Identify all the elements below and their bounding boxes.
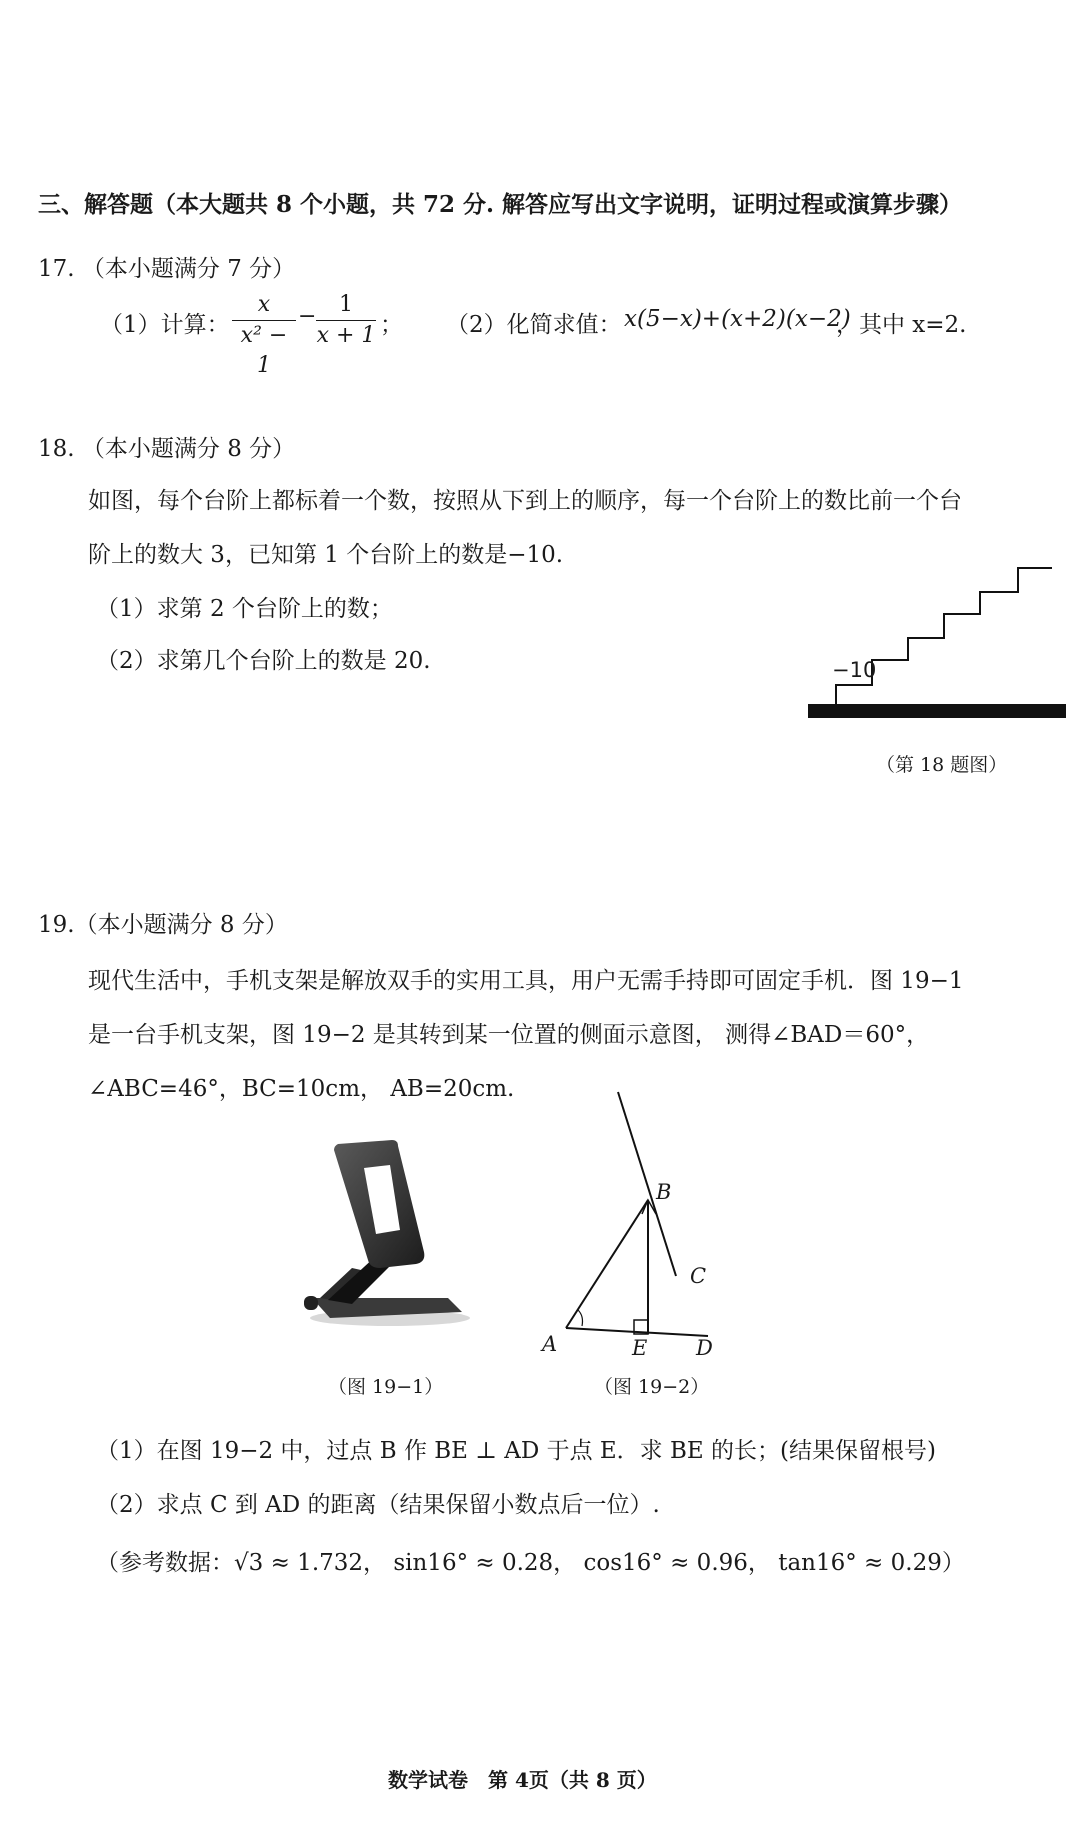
fraction-1-numerator: x [257, 292, 271, 317]
fig19-2-caption: （图 19−2） [594, 1376, 710, 1398]
page-footer: 数学试卷 第 4页（共 8 页） [388, 1768, 657, 1792]
q19-header: 19.（本小题满分 8 分） [38, 912, 288, 938]
point-B-label: B [656, 1180, 672, 1204]
q17-header: 17. （本小题满分 7 分） [38, 256, 296, 282]
q18-part2: （2）求第几个台阶上的数是 20. [96, 648, 431, 674]
fraction-2-denominator: x + 1 [316, 323, 376, 348]
q19-text-line2: 是一台手机支架，图 19−2 是其转到某一位置的侧面示意图， 测得∠BAD＝60°， [88, 1022, 930, 1048]
q19-reference-data: （参考数据：√3 ≈ 1.732， sin16° ≈ 0.28， cos16° ≈ 0.96， tan16° ≈ 0.29） [96, 1550, 965, 1576]
point-A-label: A [542, 1332, 558, 1356]
q19-part1: （1）在图 19−2 中，过点 B 作 BE ⊥ AD 于点 E．求 BE 的长；(结果保留根号) [96, 1438, 936, 1464]
q17-part2-label: （2）化简求值： [446, 312, 622, 338]
q18-header: 18. （本小题满分 8 分） [38, 436, 296, 462]
q17-part1-end: ； [380, 312, 403, 338]
q19-text-line1: 现代生活中，手机支架是解放双手的实用工具，用户无需手持即可固定手机．图 19−1 [88, 968, 964, 994]
point-C-label: C [690, 1264, 707, 1288]
section-heading: 三、解答题（本大题共 8 个小题，共 72 分. 解答应写出文字说明，证明过程或演算步骤） [38, 191, 963, 218]
q17-part1-label: （1）计算： [100, 312, 230, 338]
q19-text-line3: ∠ABC=46°，BC=10cm， AB=20cm. [88, 1076, 515, 1102]
q18-text-line2: 阶上的数大 3，已知第 1 个台阶上的数是−10. [88, 542, 564, 568]
point-D-label: D [696, 1336, 713, 1360]
step-label-first: −10 [832, 658, 877, 682]
q18-part1: （1）求第 2 个台阶上的数； [96, 596, 393, 622]
fraction-2-numerator: 1 [339, 292, 353, 317]
q17-part2-tail: ，其中 x=2. [836, 312, 967, 338]
point-E-label: E [632, 1336, 648, 1360]
segment-AB [566, 1200, 648, 1328]
q19-part2: （2）求点 C 到 AD 的距离（结果保留小数点后一位）. [96, 1492, 660, 1518]
minus-sign: − [298, 304, 317, 329]
line-AD [566, 1328, 708, 1336]
fig19-1-caption: （图 19−1） [328, 1376, 444, 1398]
q18-figure-caption: （第 18 题图） [876, 754, 1008, 776]
fraction-1-denominator: x² − 1 [240, 323, 288, 378]
q18-text-line1: 如图，每个台阶上都标着一个数，按照从下到上的顺序，每一个台阶上的数比前一个台 [88, 488, 962, 514]
angle-mark-A [578, 1310, 583, 1326]
q17-part2-expression: x(5−x)+(x+2)(x−2) [624, 306, 851, 332]
